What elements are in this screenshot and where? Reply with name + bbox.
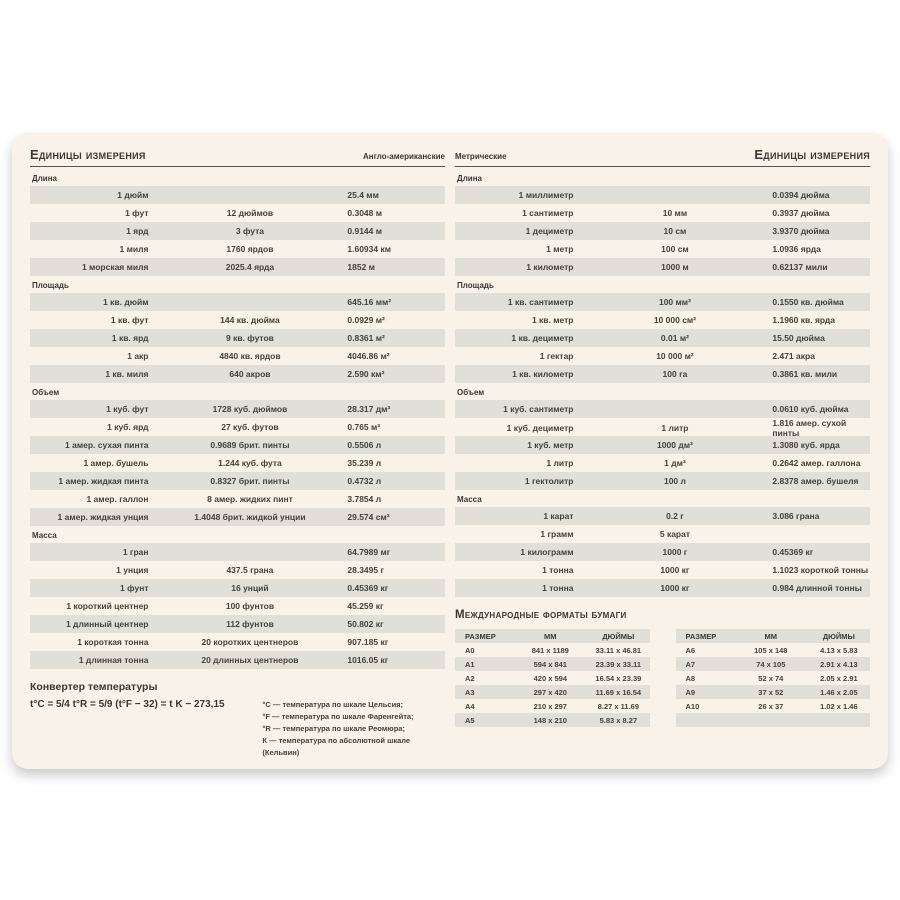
table-cell: 1760 ярдов <box>226 244 274 254</box>
table-cell: 1.4048 брит. жидкой унции <box>194 512 306 522</box>
table-cell: 297 x 420 <box>533 687 567 697</box>
table-cell: 5.83 x 8.27 <box>599 715 638 725</box>
table-cell: 1 тонна <box>542 583 574 593</box>
table-cell: 1 кв. дюйм <box>103 297 149 307</box>
table-cell: 1.1960 кв. ярда <box>772 315 836 325</box>
table-cell: 1728 куб. дюймов <box>212 404 288 414</box>
table-cell: 0.8327 брит. пинты <box>210 476 290 486</box>
table-cell: 1 куб. сантиметр <box>503 404 574 414</box>
table-cell: 15.50 дюйма <box>772 333 825 343</box>
table-cell: 1 короткая тонна <box>77 637 149 647</box>
table-cell: 1016.05 кг <box>347 655 389 665</box>
table-cell: 1 короткий центнер <box>66 601 149 611</box>
table-row <box>455 454 870 472</box>
table-cell: 1 дм³ <box>664 458 686 468</box>
table-cell: 2.590 км² <box>347 369 385 379</box>
table-cell: 1.60934 км <box>347 244 392 254</box>
table-row <box>455 507 870 525</box>
table-cell: 10 мм <box>662 208 688 218</box>
table-cell: 112 фунтов <box>226 619 274 629</box>
left-column-header <box>30 147 445 167</box>
table-cell: 28.317 дм³ <box>347 404 391 414</box>
table-cell: 645.16 мм² <box>347 297 392 307</box>
table-cell: 16 унций <box>231 583 269 593</box>
table-cell: 10 000 м² <box>656 351 694 361</box>
table-cell: 907.185 кг <box>347 637 389 647</box>
table-cell: 0.1550 кв. дюйма <box>772 297 844 307</box>
table-cell: 1 амер. галлон <box>86 494 149 504</box>
table-cell: 8 амер. жидких пинт <box>207 494 293 504</box>
temp-converter-title: Конвертер температуры <box>30 681 158 693</box>
table-cell: 1.1023 короткой тонны <box>772 565 869 575</box>
table-cell: 0.3937 дюйма <box>772 208 830 218</box>
table-cell: 1 длинный центнер <box>65 619 149 629</box>
table-row <box>30 508 445 526</box>
table-row <box>30 365 445 383</box>
table-cell: 52 x 74 <box>758 673 784 683</box>
table-cell: 4.13 x 5.83 <box>820 645 858 655</box>
table-cell: 29.574 см³ <box>347 512 390 522</box>
section-label: Длина <box>457 174 482 183</box>
table-cell: 1.244 куб. фута <box>218 458 282 468</box>
unit-section <box>30 169 445 276</box>
table-row <box>676 713 871 727</box>
table-row <box>676 643 871 657</box>
table-cell: 1 сантиметр <box>522 208 574 218</box>
temp-formula: t°C = 5/4 t°R = 5/9 (t°F − 32) = t K − 273,15 <box>30 699 225 710</box>
table-cell: 0.0394 дюйма <box>772 190 830 200</box>
table-cell: 0.984 длинной тонны <box>772 583 862 593</box>
table-row <box>30 222 445 240</box>
table-cell: 420 x 594 <box>533 673 567 683</box>
anglo-american-unit-tables <box>30 169 445 669</box>
table-cell: 437.5 грана <box>226 565 274 575</box>
left-column-subtitle: Англо-американские <box>363 152 445 161</box>
table-row <box>676 685 871 699</box>
table-cell: 3.7854 л <box>347 494 382 504</box>
table-row <box>676 699 871 713</box>
table-cell: 100 мм² <box>658 297 691 307</box>
table-row <box>30 329 445 347</box>
table-cell: 16.54 x 23.39 <box>595 673 642 683</box>
table-row <box>455 258 870 276</box>
table-cell: 1 тонна <box>542 565 574 575</box>
table-row <box>455 472 870 490</box>
table-cell: 1 куб. дециметр <box>506 423 574 433</box>
temperature-converter <box>30 681 445 759</box>
two-column-layout <box>30 147 870 755</box>
table-cell: 1 литр <box>661 423 689 433</box>
table-cell: 0.2642 амер. галлона <box>772 458 861 468</box>
table-row <box>30 347 445 365</box>
table-row <box>455 293 870 311</box>
unit-section <box>455 169 870 276</box>
table-cell: 9 кв. футов <box>225 333 274 343</box>
table-row <box>30 454 445 472</box>
table-row <box>30 561 445 579</box>
paper-format-table <box>455 629 650 727</box>
table-cell: 1 кв. миля <box>105 369 149 379</box>
table-cell: 1 длинная тонна <box>78 655 149 665</box>
paper-format-tables <box>455 629 870 727</box>
table-row <box>30 258 445 276</box>
table-row <box>455 561 870 579</box>
unit-section <box>455 490 870 597</box>
paper-table-header-row <box>455 629 650 643</box>
table-cell: 1 килограмм <box>520 547 574 557</box>
table-row <box>455 685 650 699</box>
table-cell: ММ <box>544 631 557 641</box>
table-cell: 1 унция <box>116 565 149 575</box>
anglo-american-column <box>30 147 445 759</box>
table-cell: 1 фут <box>125 208 149 218</box>
table-cell: 0.0610 куб. дюйма <box>772 404 849 414</box>
table-row <box>455 418 870 436</box>
table-cell: 0.9689 брит. пинты <box>210 440 290 450</box>
paper-table-header-row <box>676 629 871 643</box>
table-cell: 1 кв. километр <box>512 369 574 379</box>
table-cell: 1.0936 ярда <box>772 244 821 254</box>
table-cell: 1 миллиметр <box>518 190 574 200</box>
table-cell: 3.086 грана <box>772 511 820 521</box>
table-cell: 2.8378 амер. бушеля <box>772 476 859 486</box>
section-label: Длина <box>32 174 57 183</box>
table-cell: 1 гектар <box>539 351 574 361</box>
right-column-header <box>455 147 870 167</box>
table-cell: 1.3080 куб. ярда <box>772 440 840 450</box>
table-row <box>455 400 870 418</box>
table-cell: 4046.86 м² <box>347 351 390 361</box>
temp-scale-note: К — температура по абсолютной шкале (Кельвин) <box>262 736 411 757</box>
table-row <box>30 651 445 669</box>
table-cell: 35.239 л <box>347 458 382 468</box>
table-row <box>30 579 445 597</box>
table-cell: 1 кв. фут <box>110 315 149 325</box>
table-cell: 0.45369 кг <box>347 583 389 593</box>
table-cell: 1 литр <box>546 458 574 468</box>
table-row <box>455 222 870 240</box>
section-label: Масса <box>457 495 482 504</box>
table-cell: 1 куб. фут <box>106 404 149 414</box>
table-row <box>455 671 650 685</box>
table-cell: 1000 г <box>662 547 688 557</box>
table-cell: ДЮЙМЫ <box>602 631 635 641</box>
table-cell: 1000 кг <box>660 565 690 575</box>
table-row <box>30 436 445 454</box>
table-cell: 74 x 105 <box>756 659 786 669</box>
metric-unit-tables <box>455 169 870 597</box>
table-cell: 841 x 1189 <box>531 645 569 655</box>
table-cell: 100 см <box>661 244 689 254</box>
paper-formats-section <box>455 609 870 727</box>
table-cell: 3 фута <box>235 226 265 236</box>
temp-scale-note: °F — температура по шкале Фаренгейта; <box>262 712 414 721</box>
table-cell: 2.471 акра <box>772 351 815 361</box>
table-cell: 5 карат <box>659 529 691 539</box>
table-cell: A7 <box>685 659 696 669</box>
right-column-subtitle: Метрические <box>455 152 507 161</box>
table-cell: РАЗМЕР <box>465 631 496 641</box>
table-row <box>30 311 445 329</box>
paper-format-table <box>676 629 871 727</box>
table-cell: 105 x 148 <box>754 645 788 655</box>
temp-scale-notes <box>262 699 445 759</box>
table-cell: РАЗМЕР <box>685 631 717 641</box>
table-row <box>455 579 870 597</box>
table-cell: 1 амер. сухая пинта <box>65 440 149 450</box>
table-cell: 23.39 x 33.11 <box>595 659 642 669</box>
paper-formats-title: Международные форматы бумаги <box>455 609 627 621</box>
table-cell: 26 x 37 <box>758 701 784 711</box>
page-title-right: Единицы измерения <box>754 147 870 162</box>
table-row <box>30 293 445 311</box>
table-row <box>455 240 870 258</box>
table-cell: 100 фунтов <box>225 601 275 611</box>
table-cell: 1 кв. ярд <box>111 333 149 343</box>
table-cell: A3 <box>465 687 475 697</box>
table-cell: 0.5506 л <box>347 440 382 450</box>
table-row <box>455 365 870 383</box>
table-cell: 4840 кв. ярдов <box>219 351 281 361</box>
table-cell: 0.0929 м² <box>347 315 385 325</box>
table-cell: 0.765 м³ <box>347 422 381 432</box>
unit-section <box>30 383 445 526</box>
table-cell: 1 амер. жидкая пинта <box>58 476 149 486</box>
table-cell: 10 см <box>663 226 687 236</box>
table-cell: 210 x 297 <box>533 701 567 711</box>
table-cell: 1000 кг <box>660 583 690 593</box>
table-cell: 28.3495 г <box>347 565 385 575</box>
table-row <box>30 633 445 651</box>
table-row <box>30 472 445 490</box>
section-label: Объем <box>457 388 485 397</box>
table-cell: 27 куб. футов <box>221 422 279 432</box>
table-cell: 0.62137 мили <box>772 262 828 272</box>
table-cell: 10 000 см² <box>653 315 697 325</box>
table-cell: 1 морская миля <box>81 262 149 272</box>
temp-scale-note: °R — температура по шкале Реомюра; <box>262 724 405 733</box>
table-cell: 12 дюймов <box>226 208 274 218</box>
table-cell: 2.91 x 4.13 <box>820 659 858 669</box>
section-label: Объем <box>32 388 60 397</box>
table-cell: 1 дюйм <box>117 190 149 200</box>
table-row <box>30 615 445 633</box>
table-cell: 100 га <box>662 369 688 379</box>
table-cell: A6 <box>685 645 696 655</box>
table-cell: 1.02 x 1.46 <box>820 701 858 711</box>
unit-section <box>455 276 870 383</box>
table-row <box>455 329 870 347</box>
table-cell: A2 <box>465 673 475 683</box>
table-row <box>30 204 445 222</box>
table-cell: 100 л <box>663 476 686 486</box>
table-cell: 0.4732 л <box>347 476 382 486</box>
table-cell: 1000 дм³ <box>657 440 693 450</box>
table-cell: 25.4 мм <box>347 190 379 200</box>
table-cell: 1 дециметр <box>525 226 574 236</box>
table-cell: 33.11 x 46.81 <box>595 645 642 655</box>
table-cell: 1000 м <box>661 262 689 272</box>
section-label: Площадь <box>457 281 494 290</box>
table-row <box>30 240 445 258</box>
table-cell: 3.9370 дюйма <box>772 226 830 236</box>
table-row <box>30 400 445 418</box>
table-row <box>455 525 870 543</box>
table-cell: 1.816 амер. сухой пинты <box>772 418 847 438</box>
table-cell: 11.69 x 16.54 <box>595 687 642 697</box>
planner-reference-page <box>12 133 888 769</box>
table-cell: A9 <box>685 687 696 697</box>
table-cell: 2025.4 ярда <box>225 262 275 272</box>
table-row <box>455 204 870 222</box>
metric-column <box>455 147 870 759</box>
table-cell: 1 ярд <box>126 226 149 236</box>
table-cell: 1 кв. метр <box>531 315 574 325</box>
table-cell: 1 куб. ярд <box>107 422 149 432</box>
table-row <box>30 186 445 204</box>
unit-section <box>455 383 870 490</box>
table-row <box>455 311 870 329</box>
page-title-left: Единицы измерения <box>30 147 146 162</box>
table-row <box>455 543 870 561</box>
table-row <box>455 186 870 204</box>
table-cell: 1 грамм <box>540 529 574 539</box>
table-cell: 1 амер. бушель <box>83 458 149 468</box>
table-cell: 0.45369 кг <box>772 547 814 557</box>
table-cell: 0.3048 м <box>347 208 383 218</box>
table-cell: 1 амер. жидкая унция <box>57 512 149 522</box>
table-cell: 1 гран <box>122 547 149 557</box>
table-cell: 0.9144 м <box>347 226 383 236</box>
section-label: Масса <box>32 531 57 540</box>
table-row <box>455 436 870 454</box>
table-cell: 1 миля <box>119 244 149 254</box>
table-row <box>676 671 871 685</box>
table-cell: A4 <box>465 701 475 711</box>
table-row <box>30 490 445 508</box>
table-cell: 8.27 x 11.69 <box>597 701 640 711</box>
table-cell: 20 длинных центнеров <box>201 655 299 665</box>
table-cell: 1 кв. дециметр <box>511 333 574 343</box>
table-cell: 1852 м <box>347 262 375 272</box>
table-cell: ММ <box>764 631 778 641</box>
table-cell: 0.8361 м² <box>347 333 385 343</box>
table-cell: 1 километр <box>526 262 574 272</box>
table-cell: ДЮЙМЫ <box>822 631 855 641</box>
table-cell: 20 коротких центнеров <box>201 637 299 647</box>
table-cell: 144 кв. дюйма <box>220 315 280 325</box>
table-cell: 1 метр <box>546 244 574 254</box>
table-cell: 50.802 кг <box>347 619 384 629</box>
table-cell: 1.46 x 2.05 <box>820 687 858 697</box>
table-cell: A8 <box>685 673 696 683</box>
table-cell: 37 x 52 <box>758 687 784 697</box>
table-cell: 2.05 x 2.91 <box>820 673 858 683</box>
unit-section <box>30 276 445 383</box>
table-cell: 1 фунт <box>120 583 149 593</box>
table-cell: 1 куб. метр <box>527 440 574 450</box>
table-row <box>455 657 650 671</box>
table-cell: A5 <box>465 715 475 725</box>
table-row <box>676 657 871 671</box>
unit-section <box>30 526 445 669</box>
table-cell: 1 карат <box>543 511 574 521</box>
table-cell: 0.01 м² <box>660 333 689 343</box>
temp-converter-body <box>30 699 445 759</box>
table-row <box>455 699 650 713</box>
table-cell: 64.7989 мг <box>347 547 391 557</box>
table-cell: A10 <box>685 701 700 711</box>
temp-scale-note: °C — температура по шкале Цельсия; <box>262 700 404 709</box>
table-cell: 1 акр <box>127 351 149 361</box>
table-cell: A0 <box>465 645 475 655</box>
table-cell: 1 гектолитр <box>524 476 574 486</box>
table-cell: 45.259 кг <box>347 601 384 611</box>
table-row <box>30 418 445 436</box>
table-row <box>30 543 445 561</box>
table-row <box>455 713 650 727</box>
table-row <box>455 347 870 365</box>
table-row <box>455 643 650 657</box>
section-label: Площадь <box>32 281 69 290</box>
table-cell: 148 x 210 <box>533 715 567 725</box>
table-cell: 594 x 841 <box>533 659 567 669</box>
table-cell: 1 кв. сантиметр <box>507 297 574 307</box>
table-cell: 0.3861 кв. мили <box>772 369 838 379</box>
table-cell: 640 акров <box>229 369 271 379</box>
table-cell: A1 <box>465 659 475 669</box>
table-cell: 0.2 г <box>666 511 684 521</box>
table-row <box>30 597 445 615</box>
